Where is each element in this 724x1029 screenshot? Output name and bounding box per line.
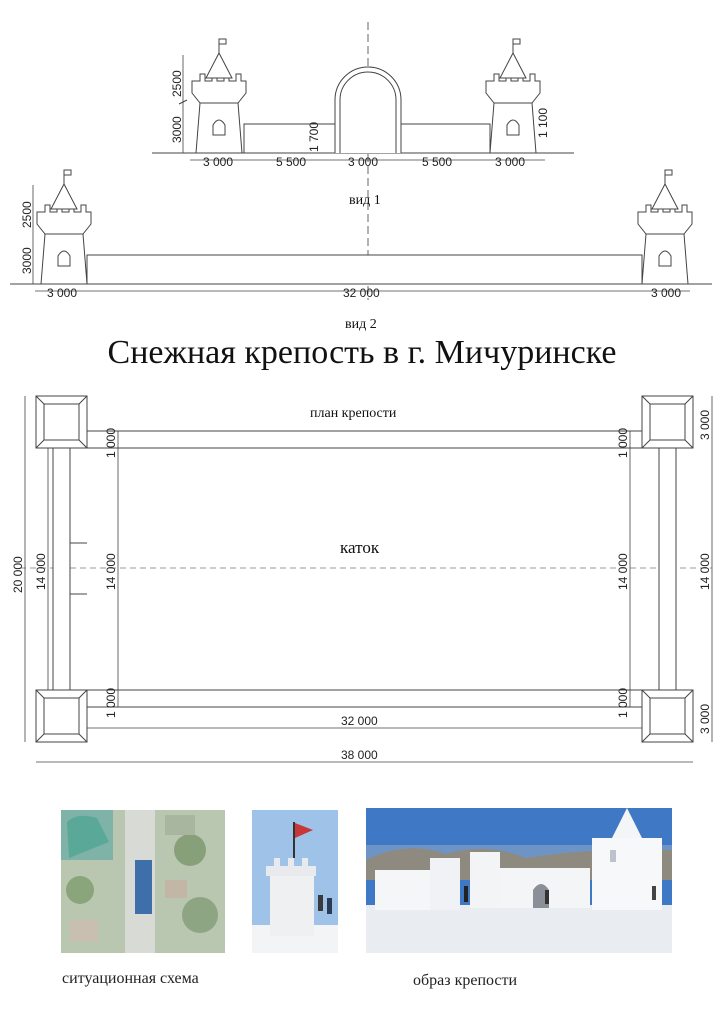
plan-dim-side-right: 14 000 bbox=[698, 553, 712, 590]
tower-plan-top-left bbox=[36, 396, 87, 448]
view1-width-5: 3 000 bbox=[495, 155, 526, 169]
tower-plan-bottom-right bbox=[642, 690, 693, 742]
plan-view bbox=[11, 396, 712, 762]
view2-caption: вид 2 bbox=[345, 317, 377, 332]
site-plan-image bbox=[61, 810, 225, 953]
plan-dim-wall-bottom-left: 1 000 bbox=[104, 687, 118, 718]
tower-plan-top-right bbox=[642, 396, 693, 448]
rink-label: каток bbox=[340, 538, 380, 557]
view1-dim-wall-right: 1 100 bbox=[536, 107, 550, 138]
view1-caption: вид 1 bbox=[349, 193, 381, 208]
plan-dim-overall-width: 38 000 bbox=[341, 748, 378, 762]
view2-dim-tower-base: 3000 bbox=[20, 247, 34, 274]
fortress-photo bbox=[366, 808, 672, 953]
site-plan-caption: ситуационная схема bbox=[62, 970, 199, 987]
view1-width-3: 3 000 bbox=[348, 155, 379, 169]
plan-dim-inner-width: 32 000 bbox=[341, 714, 378, 728]
plan-dim-wall-top-right: 1 000 bbox=[616, 427, 630, 458]
plan-dim-tower-top-right: 3 000 bbox=[698, 409, 712, 440]
plan-dim-tower-bottom-right: 3 000 bbox=[698, 703, 712, 734]
view2-width-left: 3 000 bbox=[47, 286, 78, 300]
page-title: Снежная крепость в г. Мичуринске bbox=[107, 334, 617, 371]
plan-dim-side-left: 14 000 bbox=[34, 553, 48, 590]
fortress-tower-photo bbox=[252, 810, 338, 953]
fortress-image-caption: образ крепости bbox=[413, 972, 518, 989]
plan-dim-wall-top-left: 1 000 bbox=[104, 427, 118, 458]
view2-width-right: 3 000 bbox=[651, 286, 682, 300]
view1-width-2: 5 500 bbox=[276, 155, 307, 169]
view2-dim-tower-top: 2500 bbox=[20, 201, 34, 228]
plan-dim-overall-height: 20 000 bbox=[11, 556, 25, 593]
view1-width-1: 3 000 bbox=[203, 155, 234, 169]
plan-caption: план крепости bbox=[310, 406, 397, 421]
plan-dim-inner-left: 14 000 bbox=[104, 553, 118, 590]
tower-plan-bottom-left bbox=[36, 690, 87, 742]
view1-dim-tower-base: 3000 bbox=[170, 116, 184, 143]
view1-dim-wall: 1 700 bbox=[307, 121, 321, 152]
plan-dim-wall-bottom-right: 1 000 bbox=[616, 687, 630, 718]
view1-dim-tower-top: 2500 bbox=[170, 70, 184, 97]
plan-dim-inner-right: 14 000 bbox=[616, 553, 630, 590]
view1-width-4: 5 500 bbox=[422, 155, 453, 169]
view2-width-span: 32 000 bbox=[343, 286, 380, 300]
